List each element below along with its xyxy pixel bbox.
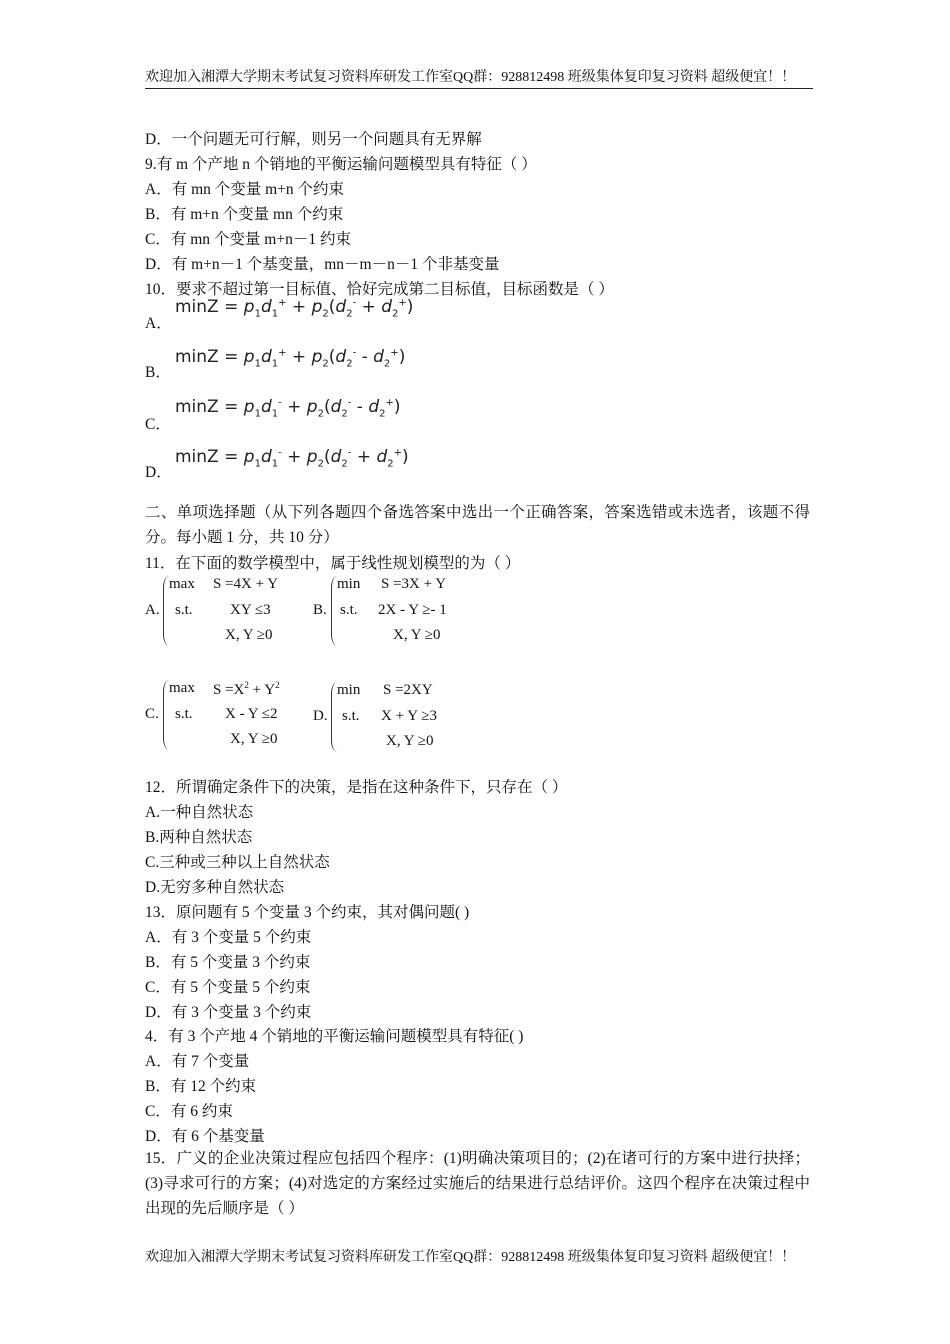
option-line: C.三种或三种以上自然状态 [145,854,330,871]
option-line: B．有 12 个约束 [145,1078,257,1095]
option-line: D．有 3 个变量 3 个约束 [145,1004,312,1021]
option-label: C． [145,416,171,433]
formula-c: $\min Z = p_1d_1^- + p_2(d_2^- - d_2^+)$ [175,397,401,420]
question-11: 11．在下面的数学模型中，属于线性规划模型的为（ ） [145,555,521,572]
option-line: B.两种自然状态 [145,829,253,846]
question-10: 10．要求不超过第一目标值、恰好完成第二目标值，目标函数是（ ） [145,281,614,298]
option-line: C．有 6 约束 [145,1103,233,1120]
option-line: D．有 m+n－1 个基变量，mn－m－n－1 个非基变量 [145,256,500,273]
page-footer: 欢迎加入湘潭大学期末考试复习资料库研发工作室QQ群：928812498 班级集体复印复习资料 超级便宜！！ [145,1250,796,1265]
section-heading: 二、单项选择题（从下列各题四个备选答案中选出一个正确答案，答案选错或未选者，该题不得分。每小题 1 分，共 10 分） [145,504,810,546]
option-label: B． [145,364,171,381]
option-line: D．一个问题无可行解，则另一个问题具有无界解 [145,131,482,148]
question-14: 4．有 3 个产地 4 个销地的平衡运输问题模型具有特征( ) [145,1028,524,1045]
option-line: D.无穷多种自然状态 [145,879,285,896]
formula-a: $\min Z = p_1d_1^+ + p_2(d_2^- + d_2^+)$ [175,297,414,320]
question-9: 9.有 m 个产地 n 个销地的平衡运输问题模型具有特征（ ） [145,156,537,173]
formula-d: $\min Z = p_1d_1^- + p_2(d_2^- + d_2^+)$ [175,447,409,470]
formula-b: $\min Z = p_1d_1^+ + p_2(d_2^- - d_2^+)$ [175,347,406,370]
option-line: C．有 mn 个变量 m+n－1 约束 [145,231,351,248]
option-line: B．有 m+n 个变量 mn 个约束 [145,206,344,223]
question-15: 15．广义的企业决策过程应包括四个程序：(1)明确决策项目的；(2)在诸可行的方案中进行抉择；(3)寻求可行的方案；(4)对选定的方案经过实施后的结果进行总结评价。这四个程序在决策过程中出现的先后顺序是（ ） [145,1150,810,1217]
option-label: D． [145,464,172,481]
option-line: A．有 mn 个变量 m+n 个约束 [145,181,345,198]
question-13: 13．原问题有 5 个变量 3 个约束，其对偶问题( ) [145,904,470,921]
page-header: 欢迎加入湘潭大学期末考试复习资料库研发工作室QQ群：928812498 班级集体复印复习资料 超级便宜！！ [145,66,813,89]
option-line: A.一种自然状态 [145,804,254,821]
option-line: A．有 3 个变量 5 个约束 [145,929,312,946]
question-12: 12．所谓确定条件下的决策，是指在这种条件下，只存在（ ） [145,779,568,796]
option-line: A．有 7 个变量 [145,1053,250,1070]
option-label: A． [145,315,172,332]
option-line: C．有 5 个变量 5 个约束 [145,979,311,996]
option-line: D．有 6 个基变量 [145,1128,265,1145]
option-line: B．有 5 个变量 3 个约束 [145,954,311,971]
